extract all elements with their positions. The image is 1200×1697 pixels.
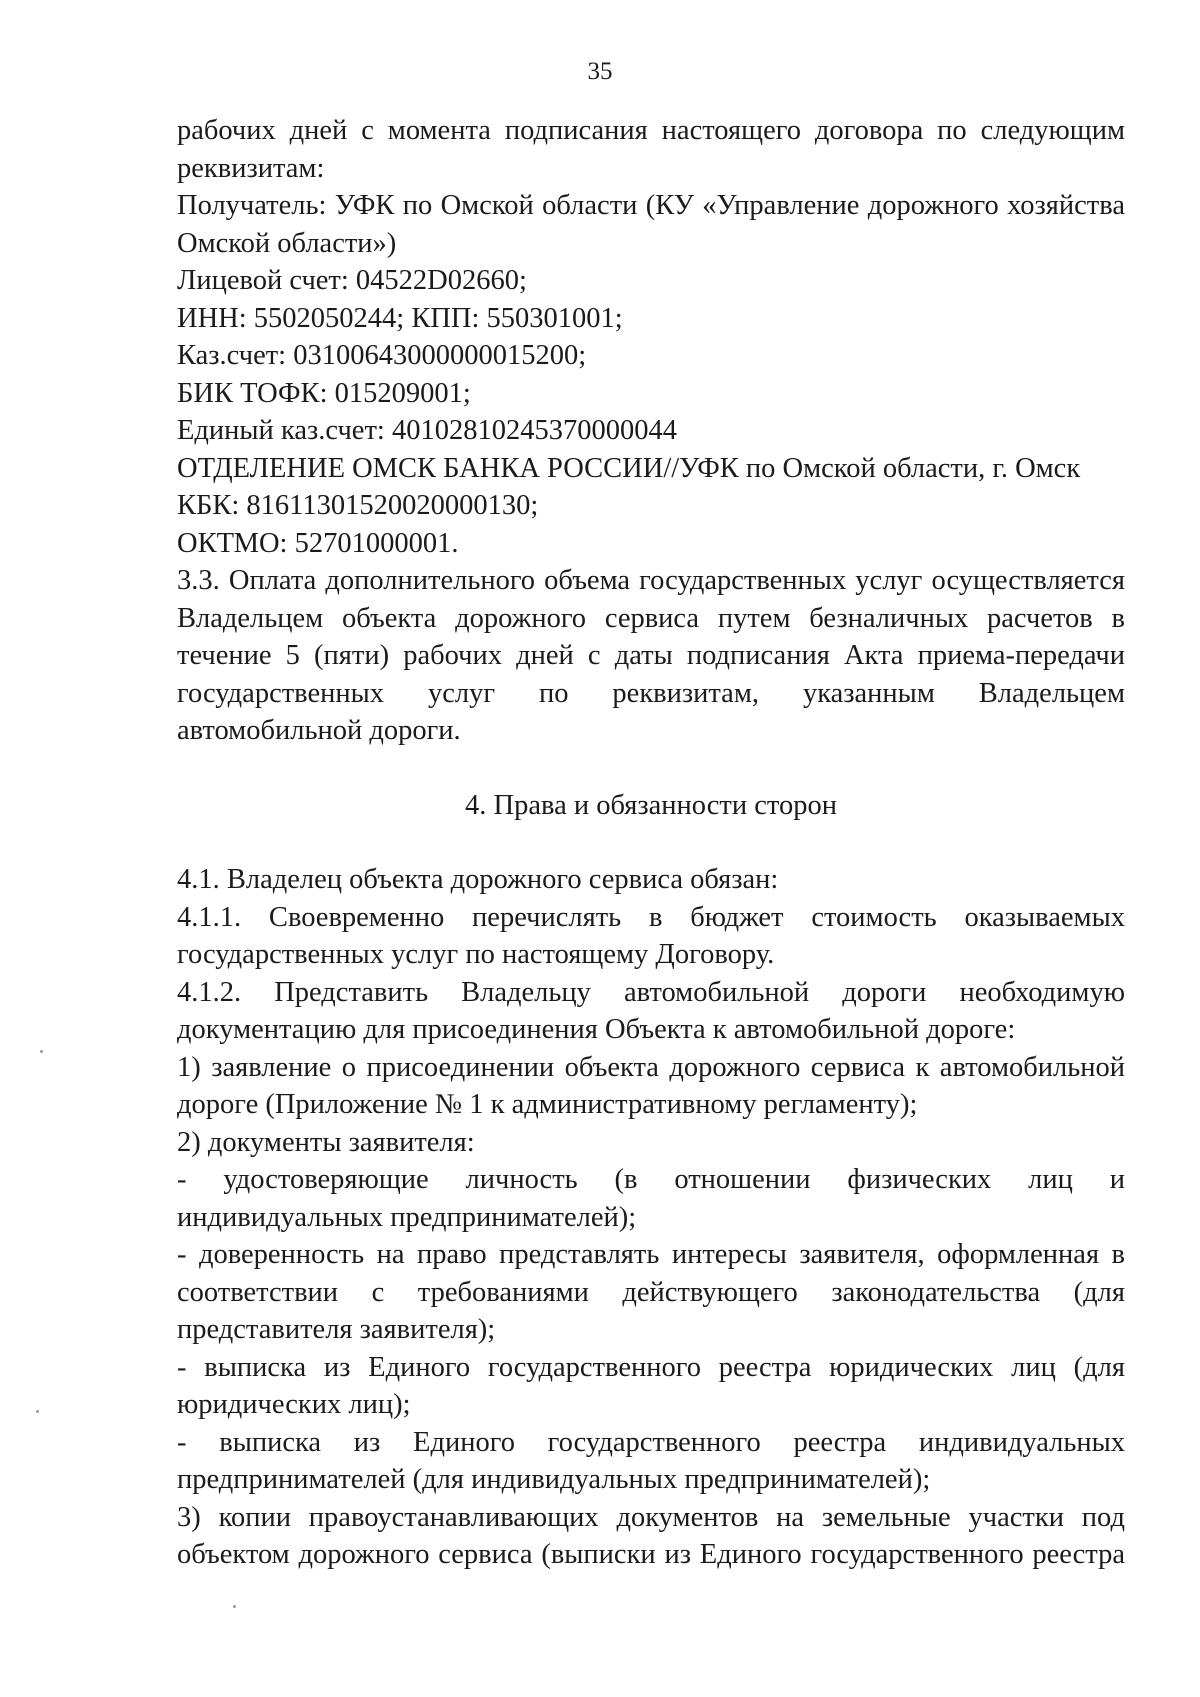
text-line: дороге (Приложение № 1 к административному регламенту); <box>177 1089 918 1120</box>
text-line: 4.1.1. Своевременно перечислять в бюджет стоимость оказываемых <box>177 901 1125 933</box>
obligations-block <box>177 861 1125 1574</box>
text-line: 4.1. Владелец объекта дорожного сервиса обязан: <box>177 864 779 895</box>
page-number: 35 <box>587 58 613 85</box>
document-body <box>177 112 1125 1574</box>
text-line: - доверенность на право представлять интересы заявителя, оформленная в <box>177 1239 1125 1270</box>
text-line: соответствии с требованиями действующего законодательства (для <box>177 1276 1125 1308</box>
text-line: 3) копии правоустанавливающих документов на земельные участки под <box>177 1501 1125 1533</box>
section-heading: 4. Права и обязанности сторон <box>465 789 837 821</box>
text-line: течение 5 (пяти) рабочих дней с даты подписания Акта приема-передачи <box>177 640 1125 671</box>
text-line: ОКТМО: 52701000001. <box>177 527 459 559</box>
text-line: 4.1.2. Представить Владельцу автомобильной дороги необходимую <box>177 976 1125 1008</box>
text-line: КБК: 81611301520020000130; <box>177 490 539 521</box>
text-line: автомобильной дороги. <box>177 715 461 746</box>
text-line: юридических лиц); <box>177 1389 411 1420</box>
payment-details-block <box>177 112 1125 750</box>
scan-speck <box>40 1050 43 1053</box>
text-line: - выписка из Единого государственного реестра юридических лиц (для <box>177 1351 1125 1383</box>
text-line: представителя заявителя); <box>177 1314 496 1345</box>
text-line: индивидуальных предпринимателей); <box>177 1201 637 1233</box>
text-line: 2) документы заявителя: <box>177 1126 475 1158</box>
text-line: ИНН: 5502050244; КПП: 550301001; <box>177 302 623 334</box>
text-line: БИК ТОФК: 015209001; <box>177 377 471 409</box>
text-line: документацию для присоединения Объекта к автомобильной дороге: <box>177 1014 1016 1045</box>
text-line: Каз.счет: 03100643000000015200; <box>177 340 587 371</box>
text-line: Получатель: УФК по Омской области (КУ «Управление дорожного хозяйства <box>177 190 1125 221</box>
text-line: Омской области») <box>177 227 397 259</box>
text-line: предпринимателей (для индивидуальных предпринимателей); <box>177 1464 931 1495</box>
scan-speck <box>36 1410 39 1413</box>
text-line: Единый каз.счет: 40102810245370000044 <box>177 415 677 446</box>
text-line: - выписка из Единого государственного реестра индивидуальных <box>177 1426 1125 1458</box>
text-line: Владельцем объекта дорожного сервиса путем безналичных расчетов в <box>177 602 1125 634</box>
scan-speck <box>233 1605 236 1608</box>
text-line: - удостоверяющие личность (в отношении физических лиц и <box>177 1164 1125 1195</box>
text-line: объектом дорожного сервиса (выписки из Единого государственного реестра <box>177 1539 1125 1570</box>
text-line: рабочих дней с момента подписания настоящего договора по следующим <box>177 115 1125 146</box>
text-line: 1) заявление о присоединении объекта дорожного сервиса к автомобильной <box>177 1051 1125 1083</box>
text-line: государственных услуг по реквизитам, указанным Владельцем <box>177 677 1125 709</box>
text-line: 3.3. Оплата дополнительного объема государственных услуг осуществляется <box>177 565 1125 596</box>
text-line: государственных услуг по настоящему Договору. <box>177 939 775 970</box>
text-line: Лицевой счет: 04522D02660; <box>177 265 527 296</box>
text-line: ОТДЕЛЕНИЕ ОМСК БАНКА РОССИИ//УФК по Омской области, г. Омск <box>177 452 1081 484</box>
text-line: реквизитам: <box>177 152 325 184</box>
